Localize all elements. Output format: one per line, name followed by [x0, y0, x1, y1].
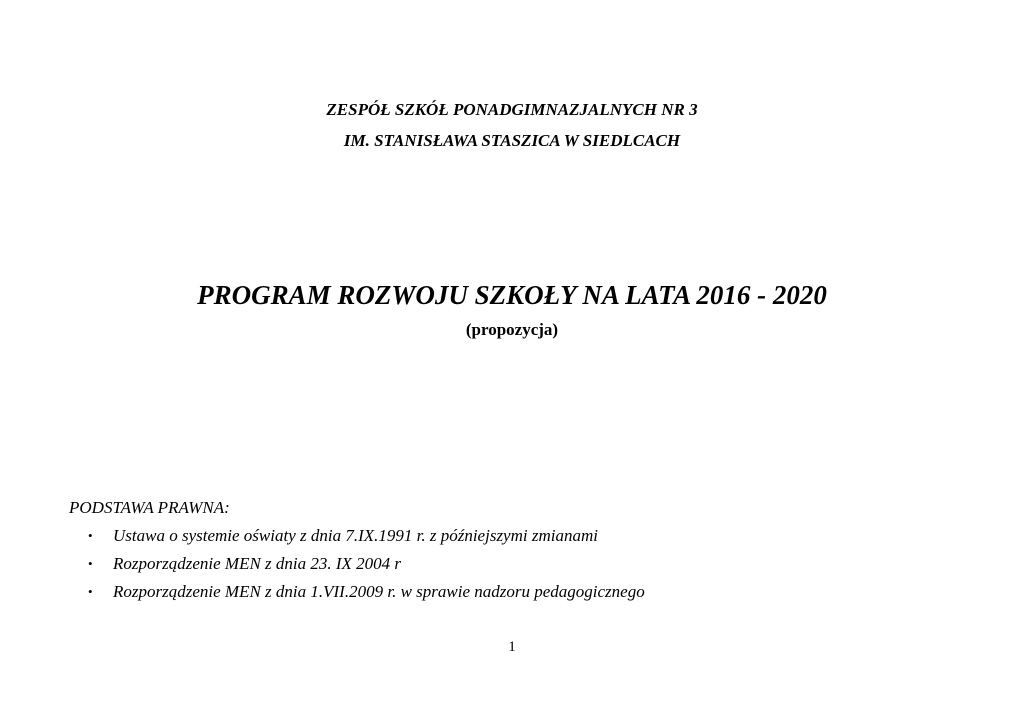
- bullet-icon: •: [88, 528, 93, 543]
- legal-basis-item: [0, 525, 1024, 553]
- legal-basis-item-text: Ustawa o systemie oświaty z dnia 7.IX.1991 r. z późniejszymi zmianami: [113, 526, 598, 545]
- document-subtitle: (propozycja): [465, 320, 559, 339]
- bullet-icon: •: [88, 584, 93, 599]
- school-name-line-1: ZESPÓŁ SZKÓŁ PONADGIMNAZJALNYCH NR 3: [326, 100, 698, 119]
- bullet-icon: •: [88, 556, 93, 571]
- school-name-line-2: IM. STANISŁAWA STASZICA W SIEDLCACH: [343, 131, 681, 150]
- document-title: PROGRAM ROZWOJU SZKOŁY NA LATA 2016 - 2020: [197, 280, 827, 310]
- page-number: 1: [508, 639, 516, 655]
- legal-basis-list: [0, 525, 1024, 609]
- legal-basis-item-text: Rozporządzenie MEN z dnia 1.VII.2009 r. w sprawie nadzoru pedagogicznego: [113, 582, 645, 601]
- legal-basis-item: [0, 581, 1024, 609]
- legal-basis-item: [0, 553, 1024, 581]
- legal-basis-heading: PODSTAWA PRAWNA:: [69, 498, 230, 517]
- legal-basis-item-text: Rozporządzenie MEN z dnia 23. IX 2004 r: [113, 554, 402, 573]
